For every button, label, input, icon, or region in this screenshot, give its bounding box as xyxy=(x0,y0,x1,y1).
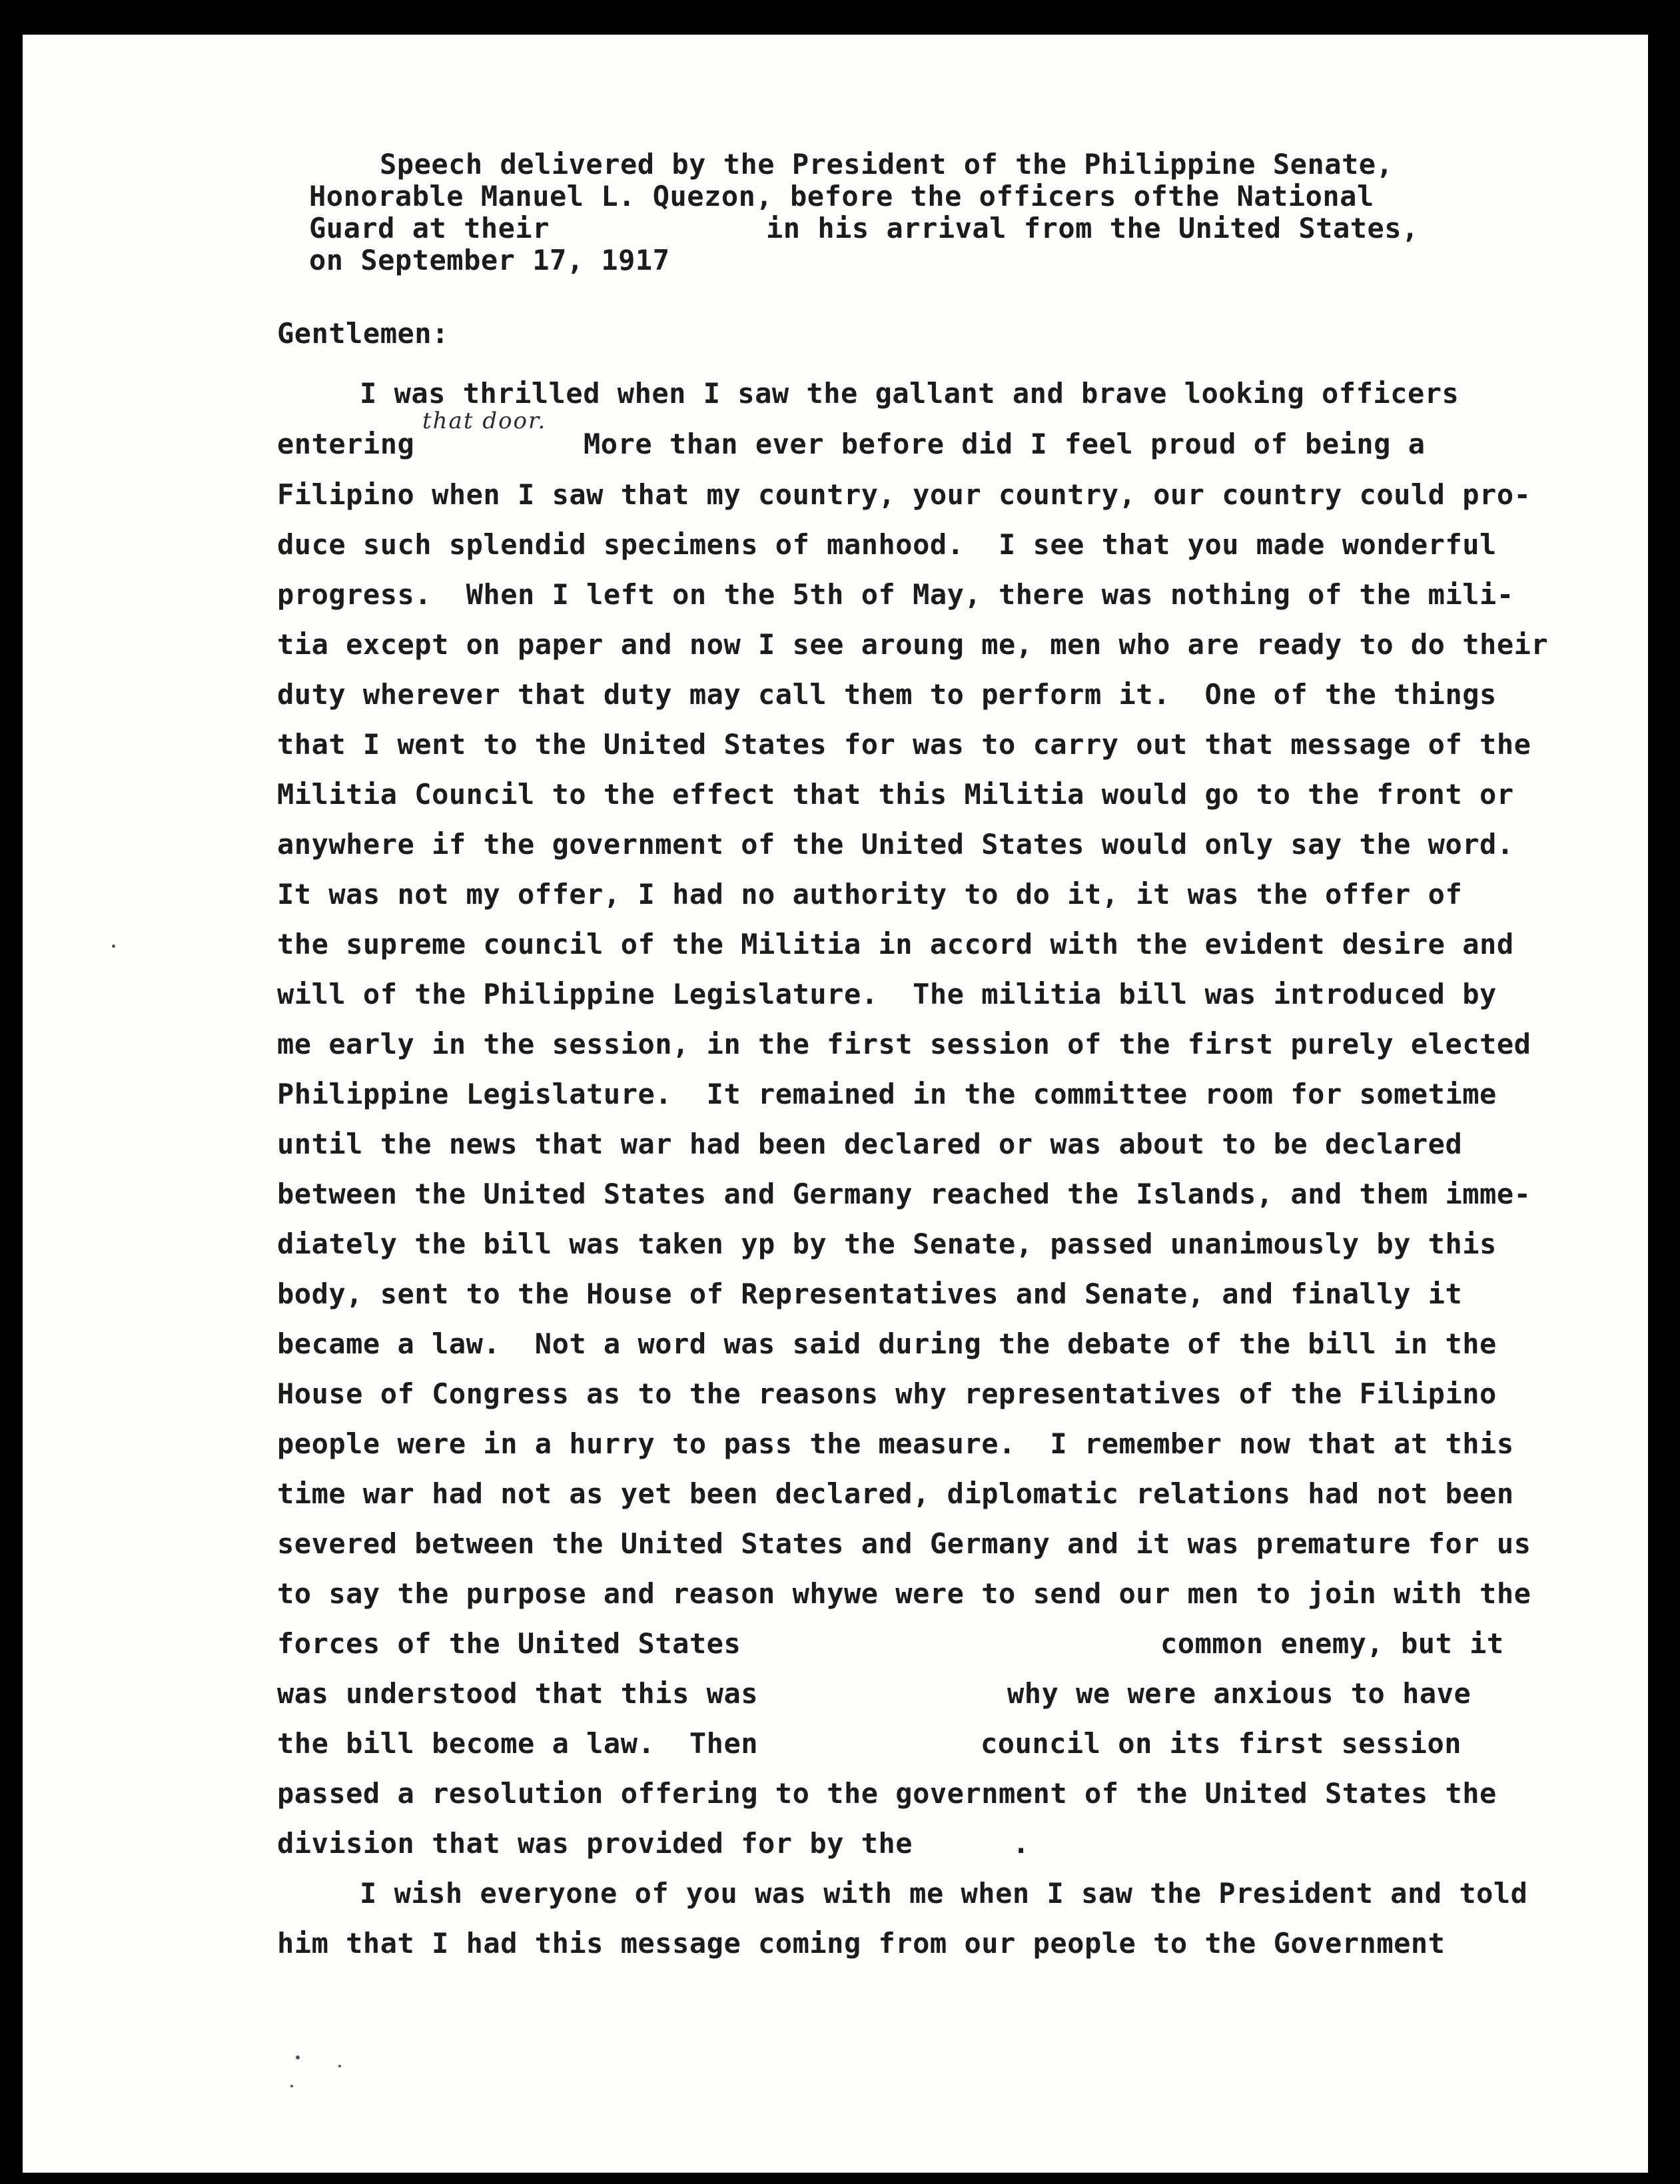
body-line: became a law. Not a word was said during the debate of the bill in the xyxy=(277,1327,1497,1360)
body-line: . xyxy=(1013,1827,1030,1860)
body-line: that I went to the United States for was to carry out that message of the xyxy=(277,728,1531,761)
body-line: time war had not as yet been declared, diplomatic relations had not been xyxy=(277,1477,1514,1510)
body-line: me early in the session, in the first session of the first purely elected xyxy=(277,1028,1531,1060)
scan-speck xyxy=(296,2055,300,2059)
heading-line-3a: Guard at their xyxy=(309,212,550,244)
body-line: council on its first session xyxy=(981,1727,1462,1760)
body-line: anywhere if the government of the United States would only say the word. xyxy=(277,828,1514,861)
body-line: progress. When I left on the 5th of May, there was nothing of the mili- xyxy=(277,578,1514,611)
body-line: Militia Council to the effect that this Militia would go to the front or xyxy=(277,778,1514,811)
body-line: diately the bill was taken yp by the Senate, passed unanimously by this xyxy=(277,1228,1497,1260)
body-line: until the news that war had been declared or was about to be declared xyxy=(277,1128,1463,1160)
body-line: division that was provided for by the xyxy=(277,1827,913,1860)
heading-line-1: Speech delivered by the President of the Philippine Senate, xyxy=(380,148,1394,181)
scan-speck xyxy=(338,2065,341,2067)
salutation: Gentlemen: xyxy=(277,317,449,350)
body-line: duce such splendid specimens of manhood. I see that you made wonderful xyxy=(277,528,1497,561)
body-line: common enemy, but it xyxy=(1160,1627,1504,1660)
body-line: Philippine Legislature. It remained in the committee room for sometime xyxy=(277,1078,1497,1110)
body-line: I was thrilled when I saw the gallant and brave looking officers xyxy=(360,377,1460,410)
body-line: More than ever before did I feel proud of being a xyxy=(584,428,1426,460)
scan-speck xyxy=(290,2085,293,2087)
body-line: people were in a hurry to pass the measure. I remember now that at this xyxy=(277,1427,1514,1460)
handwritten-insert: that door. xyxy=(422,408,547,434)
body-line: Filipino when I saw that my country, your country, our country could pro- xyxy=(277,478,1531,511)
body-line: body, sent to the House of Representatives and Senate, and finally it xyxy=(277,1277,1463,1310)
speech-heading xyxy=(23,35,1419,276)
body-line: forces of the United States xyxy=(277,1627,741,1660)
body-line: the bill become a law. Then xyxy=(277,1727,759,1760)
body-line: why we were anxious to have xyxy=(1007,1677,1471,1710)
body-line: tia except on paper and now I see aroung me, men who are ready to do their xyxy=(277,628,1549,661)
body-line: will of the Philippine Legislature. The militia bill was introduced by xyxy=(277,978,1497,1010)
heading-line-4: on September 17, 1917 xyxy=(309,244,670,276)
body-line: I wish everyone of you was with me when I saw the President and told xyxy=(360,1877,1528,1910)
body-line: passed a resolution offering to the government of the United States the xyxy=(277,1777,1497,1810)
body-line: to say the purpose and reason whywe were to send our men to join with the xyxy=(277,1577,1531,1610)
body-line: duty wherever that duty may call them to perform it. One of the things xyxy=(277,678,1497,711)
body-line: House of Congress as to the reasons why representatives of the Filipino xyxy=(277,1377,1497,1410)
body-line: him that I had this message coming from our people to the Government xyxy=(277,1927,1446,1960)
body-line: entering xyxy=(277,428,415,460)
scan-speck xyxy=(112,944,115,948)
body-line: the supreme council of the Militia in accord with the evident desire and xyxy=(277,928,1514,960)
body-line: severed between the United States and Germany and it was premature for us xyxy=(277,1527,1531,1560)
body-line: was understood that this was xyxy=(277,1677,759,1710)
heading-line-2: Honorable Manuel L. Quezon, before the officers ofthe National xyxy=(309,180,1374,212)
body-line: between the United States and Germany reached the Islands, and them imme- xyxy=(277,1178,1531,1210)
heading-line-3b: in his arrival from the United States, xyxy=(766,212,1419,244)
document-page xyxy=(23,35,1648,2173)
body-line: It was not my offer, I had no authority to do it, it was the offer of xyxy=(277,878,1463,910)
